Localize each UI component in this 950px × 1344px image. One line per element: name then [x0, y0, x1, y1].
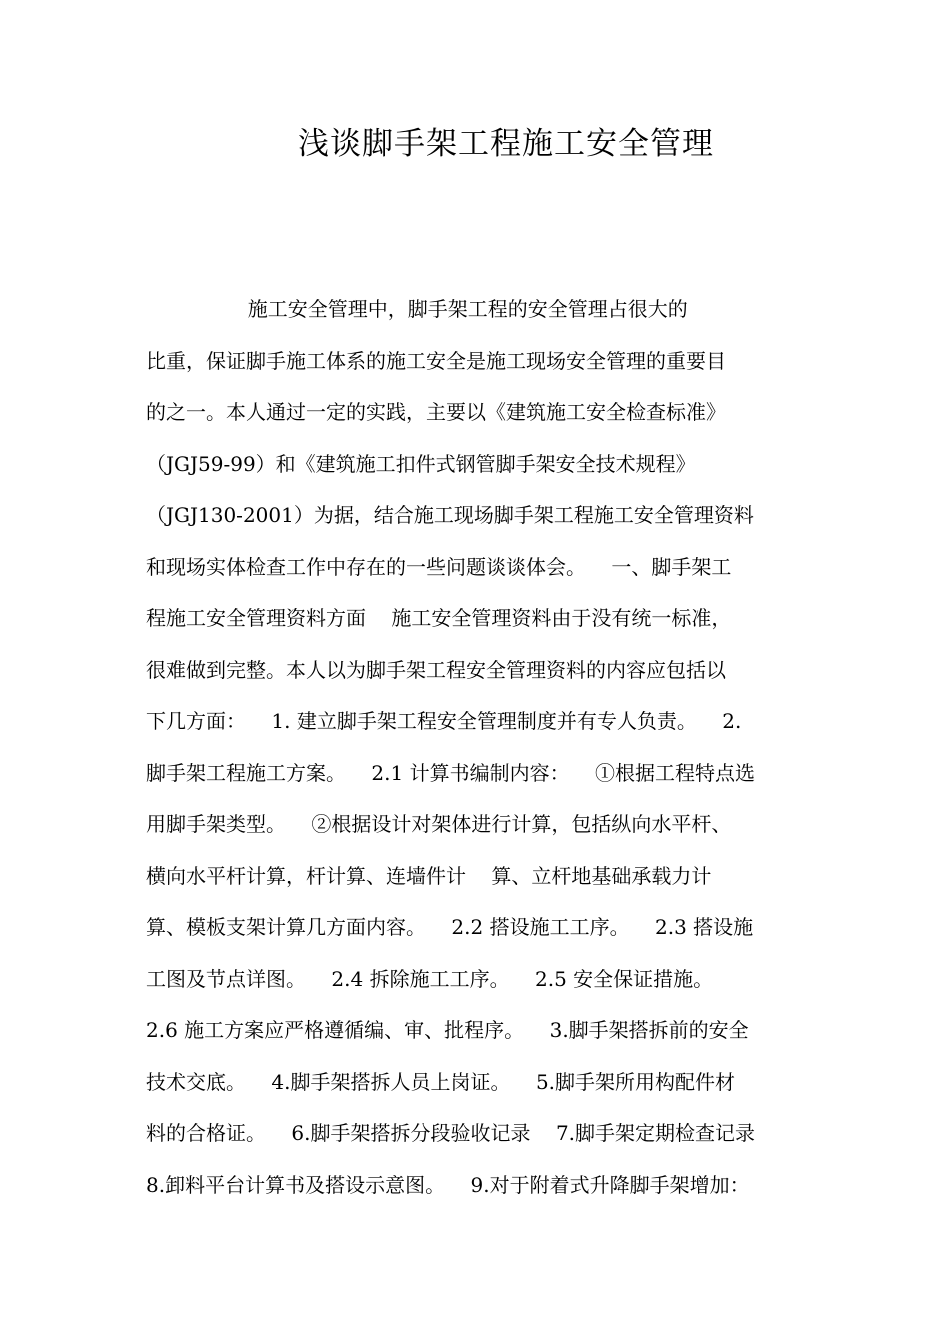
body-line: 算、模板支架计算几方面内容。 2.2 搭设施工工序。 2.3 搭设施 — [146, 915, 754, 939]
body-line: 8.卸料平台计算书及搭设示意图。 9.对于附着式升降脚手架增加： — [146, 1172, 750, 1197]
document-title: 浅谈脚手架工程施工安全管理 — [298, 126, 714, 162]
body-line: 2.6 施工方案应严格遵循编、审、批程序。 3.脚手架搭拆前的安全 — [146, 1018, 749, 1042]
body-line: 工图及节点详图。 2.4 拆除施工工序。 2.5 安全保证措施。 — [146, 966, 714, 991]
document-body — [146, 284, 806, 1211]
body-line: 横向水平杆计算，杆计算、连墙件计 算、立杆地基础承载力计 — [146, 863, 712, 888]
body-line: （JGJ59-99）和《建筑施工扣件式钢管脚手架安全技术规程》 — [146, 451, 696, 476]
body-line: 的之一。本人通过一定的实践，主要以《建筑施工安全检查标准》 — [146, 400, 726, 424]
body-line: 用脚手架类型。 ②根据设计对架体进行计算，包括纵向水平杆、 — [146, 812, 732, 836]
body-line: 和现场实体检查工作中存在的一些问题谈谈体会。 一、脚手架工 — [146, 554, 732, 579]
body-line: 料的合格证。 6.脚手架搭拆分段验收记录 7.脚手架定期检查记录 — [146, 1121, 756, 1145]
body-line: 比重，保证脚手施工体系的施工安全是施工现场安全管理的重要目 — [146, 348, 726, 373]
body-line: 脚手架工程施工方案。 2.1 计算书编制内容： ①根据工程特点选 — [146, 760, 756, 785]
body-line: 施工安全管理中，脚手架工程的安全管理占很大的 — [146, 297, 688, 321]
body-line: 技术交底。 4.脚手架搭拆人员上岗证。 5.脚手架所用构配件材 — [146, 1069, 736, 1094]
body-line: 很难做到完整。本人以为脚手架工程安全管理资料的内容应包括以 — [146, 657, 726, 682]
body-line: （JGJ130-2001）为据，结合施工现场脚手架工程施工安全管理资料 — [146, 503, 754, 527]
body-line: 下几方面： 1. 建立脚手架工程安全管理制度并有专人负责。 2. — [146, 709, 742, 733]
body-line: 程施工安全管理资料方面 施工安全管理资料由于没有统一标准， — [146, 606, 732, 630]
